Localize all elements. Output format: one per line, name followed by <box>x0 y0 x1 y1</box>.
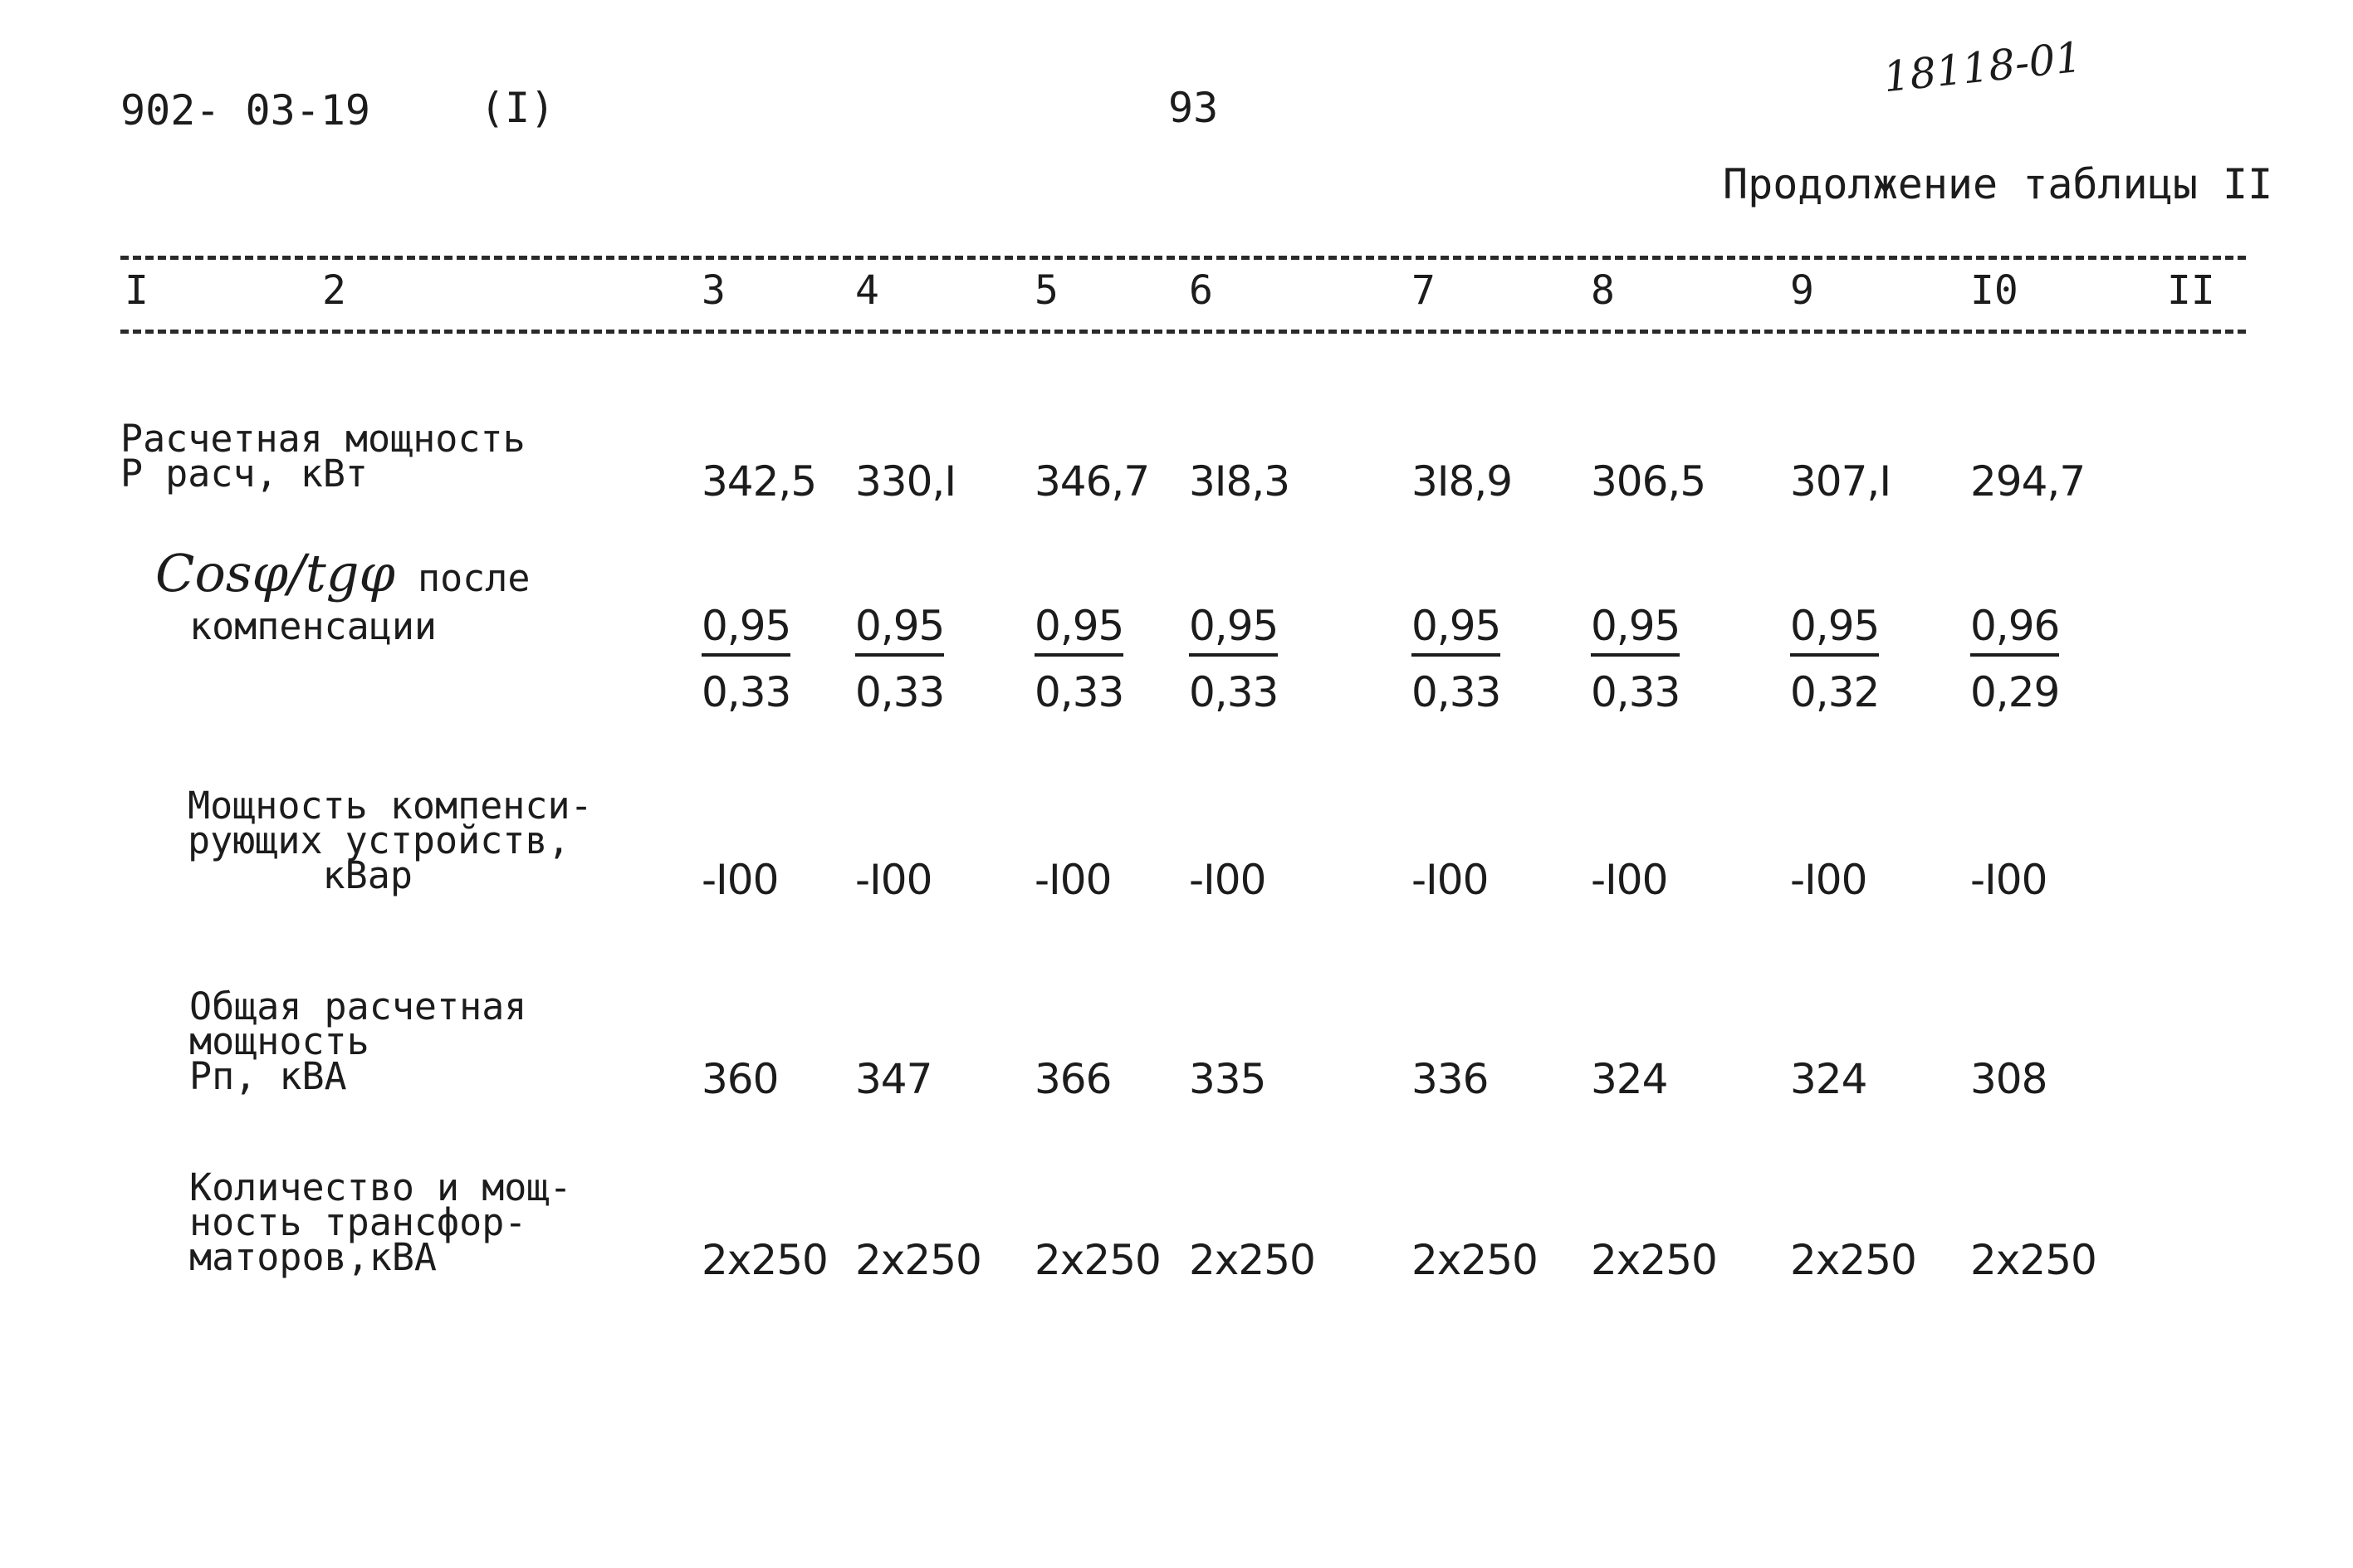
column-header: I0 <box>1970 267 2018 314</box>
fraction-cell <box>702 602 790 716</box>
value-cell: 2x250 <box>1035 1236 1161 1284</box>
row-label-cos-line2: компенсации <box>189 604 438 648</box>
fraction-cell <box>855 602 944 716</box>
column-header: 9 <box>1790 267 1814 314</box>
value-cell: 366 <box>1035 1055 1112 1103</box>
value-cell: 360 <box>702 1055 779 1103</box>
fraction-cell <box>1970 602 2059 716</box>
cos-value: 0,95 <box>702 602 790 657</box>
value-cell: -I00 <box>855 856 932 904</box>
value-cell: 324 <box>1591 1055 1668 1103</box>
column-header: I <box>125 267 149 314</box>
tg-value: 0,33 <box>702 668 791 716</box>
row-label-cos-after: после <box>418 556 531 600</box>
column-header: 7 <box>1411 267 1436 314</box>
tg-value: 0,33 <box>1035 668 1124 716</box>
value-cell: 2x250 <box>1411 1236 1538 1284</box>
fraction-cell <box>1411 602 1500 716</box>
value-cell: 2x250 <box>702 1236 828 1284</box>
tg-value: 0,32 <box>1790 668 1880 716</box>
value-cell: 335 <box>1189 1055 1266 1103</box>
value-cell: 330,I <box>855 457 956 506</box>
tg-value: 0,33 <box>855 668 945 716</box>
fraction-cell <box>1035 602 1123 716</box>
cos-value: 0,95 <box>1035 602 1123 657</box>
value-cell: 2x250 <box>1970 1236 2096 1284</box>
value-cell: 347 <box>855 1055 932 1103</box>
section-number: (I) <box>480 84 555 132</box>
row-label-trans: Количество и мощ- ность трансфор- маторов,кВА <box>189 1165 572 1279</box>
value-cell: -I00 <box>1035 856 1112 904</box>
value-cell: -I00 <box>1790 856 1867 904</box>
tg-value: 0,29 <box>1970 668 2060 716</box>
column-header: 4 <box>855 267 879 314</box>
value-cell: 336 <box>1411 1055 1489 1103</box>
column-header: 6 <box>1189 267 1213 314</box>
value-cell: 3I8,3 <box>1189 457 1290 506</box>
tg-value: 0,33 <box>1591 668 1680 716</box>
value-cell: 2x250 <box>1189 1236 1315 1284</box>
cos-value: 0,95 <box>855 602 944 657</box>
table-caption: Продолжение таблицы II <box>1723 160 2273 208</box>
row-label-total: Общая расчетная мощность Рп, кВА <box>189 984 527 1098</box>
column-header: 5 <box>1035 267 1059 314</box>
page-number: 93 <box>1168 84 1219 132</box>
cos-value: 0,95 <box>1790 602 1879 657</box>
value-cell: 294,7 <box>1970 457 2086 506</box>
row-label-power: Расчетная мощность Р расч, кВт <box>120 417 526 496</box>
value-cell: 307,I <box>1790 457 1891 506</box>
value-cell: -I00 <box>1189 856 1266 904</box>
value-cell: 3I8,9 <box>1411 457 1513 506</box>
header-rule-bottom <box>120 330 2246 334</box>
doc-code: 902- 03-19 <box>120 86 371 134</box>
fraction-cell <box>1790 602 1879 716</box>
row-label-comp: Мощность компенси- рующих устройств, кВар <box>188 784 593 897</box>
column-header: 8 <box>1591 267 1615 314</box>
cos-tg-symbol: Cosφ/tgφ <box>155 543 395 603</box>
header-rule-top <box>120 256 2246 260</box>
value-cell: 2x250 <box>1591 1236 1717 1284</box>
cos-value: 0,95 <box>1189 602 1278 657</box>
value-cell: 346,7 <box>1035 457 1150 506</box>
column-header: 2 <box>322 267 346 314</box>
value-cell: 308 <box>1970 1055 2047 1103</box>
column-header: II <box>2167 267 2215 314</box>
value-cell: -I00 <box>1970 856 2047 904</box>
value-cell: -I00 <box>702 856 779 904</box>
value-cell: 324 <box>1790 1055 1867 1103</box>
fraction-cell <box>1591 602 1680 716</box>
value-cell: -I00 <box>1411 856 1489 904</box>
cos-value: 0,96 <box>1970 602 2059 657</box>
handwritten-number: 18118-01 <box>1881 32 2084 102</box>
tg-value: 0,33 <box>1411 668 1501 716</box>
cos-value: 0,95 <box>1591 602 1680 657</box>
fraction-cell <box>1189 602 1278 716</box>
tg-value: 0,33 <box>1189 668 1279 716</box>
value-cell: 2x250 <box>855 1236 981 1284</box>
row-label-cos <box>155 543 531 603</box>
cos-value: 0,95 <box>1411 602 1500 657</box>
value-cell: -I00 <box>1591 856 1668 904</box>
value-cell: 306,5 <box>1591 457 1706 506</box>
column-header: 3 <box>702 267 726 314</box>
value-cell: 342,5 <box>702 457 817 506</box>
value-cell: 2x250 <box>1790 1236 1916 1284</box>
